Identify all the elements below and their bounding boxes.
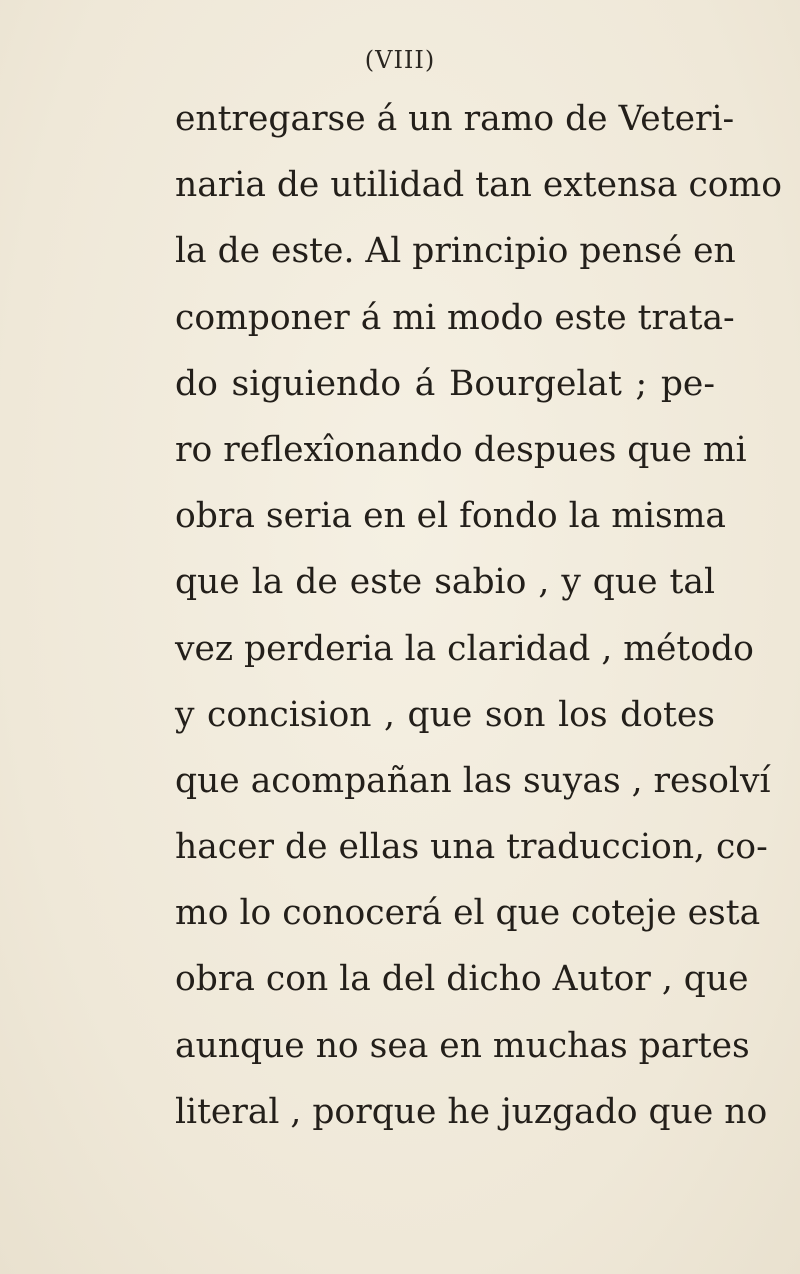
text-line: que la de este sabio , y que tal (175, 562, 715, 603)
page-number: (VIII) (364, 46, 436, 74)
text-line: que acompañan las suyas , resolví (175, 760, 771, 801)
text-line: componer á mi modo este trata- (175, 297, 735, 338)
text-line: mo lo conocerá el que coteje esta (175, 893, 761, 934)
text-line: ro reflexîonando despues que mi (175, 429, 747, 470)
text-line: obra seria en el fondo la misma (175, 496, 726, 537)
text-line: vez perderia la claridad , método (175, 628, 754, 669)
text-line: y concision , que son los dotes (175, 694, 715, 735)
text-line: literal , porque he juzgado que no (175, 1091, 768, 1132)
text-line: la de este. Al principio pensé en (175, 231, 736, 272)
text-line: do siguiendo á Bourgelat ; pe- (175, 363, 715, 404)
text-line: naria de utilidad tan extensa como (175, 165, 783, 206)
text-line: aunque no sea en muchas partes (175, 1025, 750, 1066)
text-line: entregarse á un ramo de Veteri- (175, 99, 735, 139)
text-line: obra con la del dicho Autor , que (175, 959, 749, 1000)
text-line: hacer de ellas una traduccion, co- (175, 827, 768, 868)
body-text (175, 86, 783, 1145)
